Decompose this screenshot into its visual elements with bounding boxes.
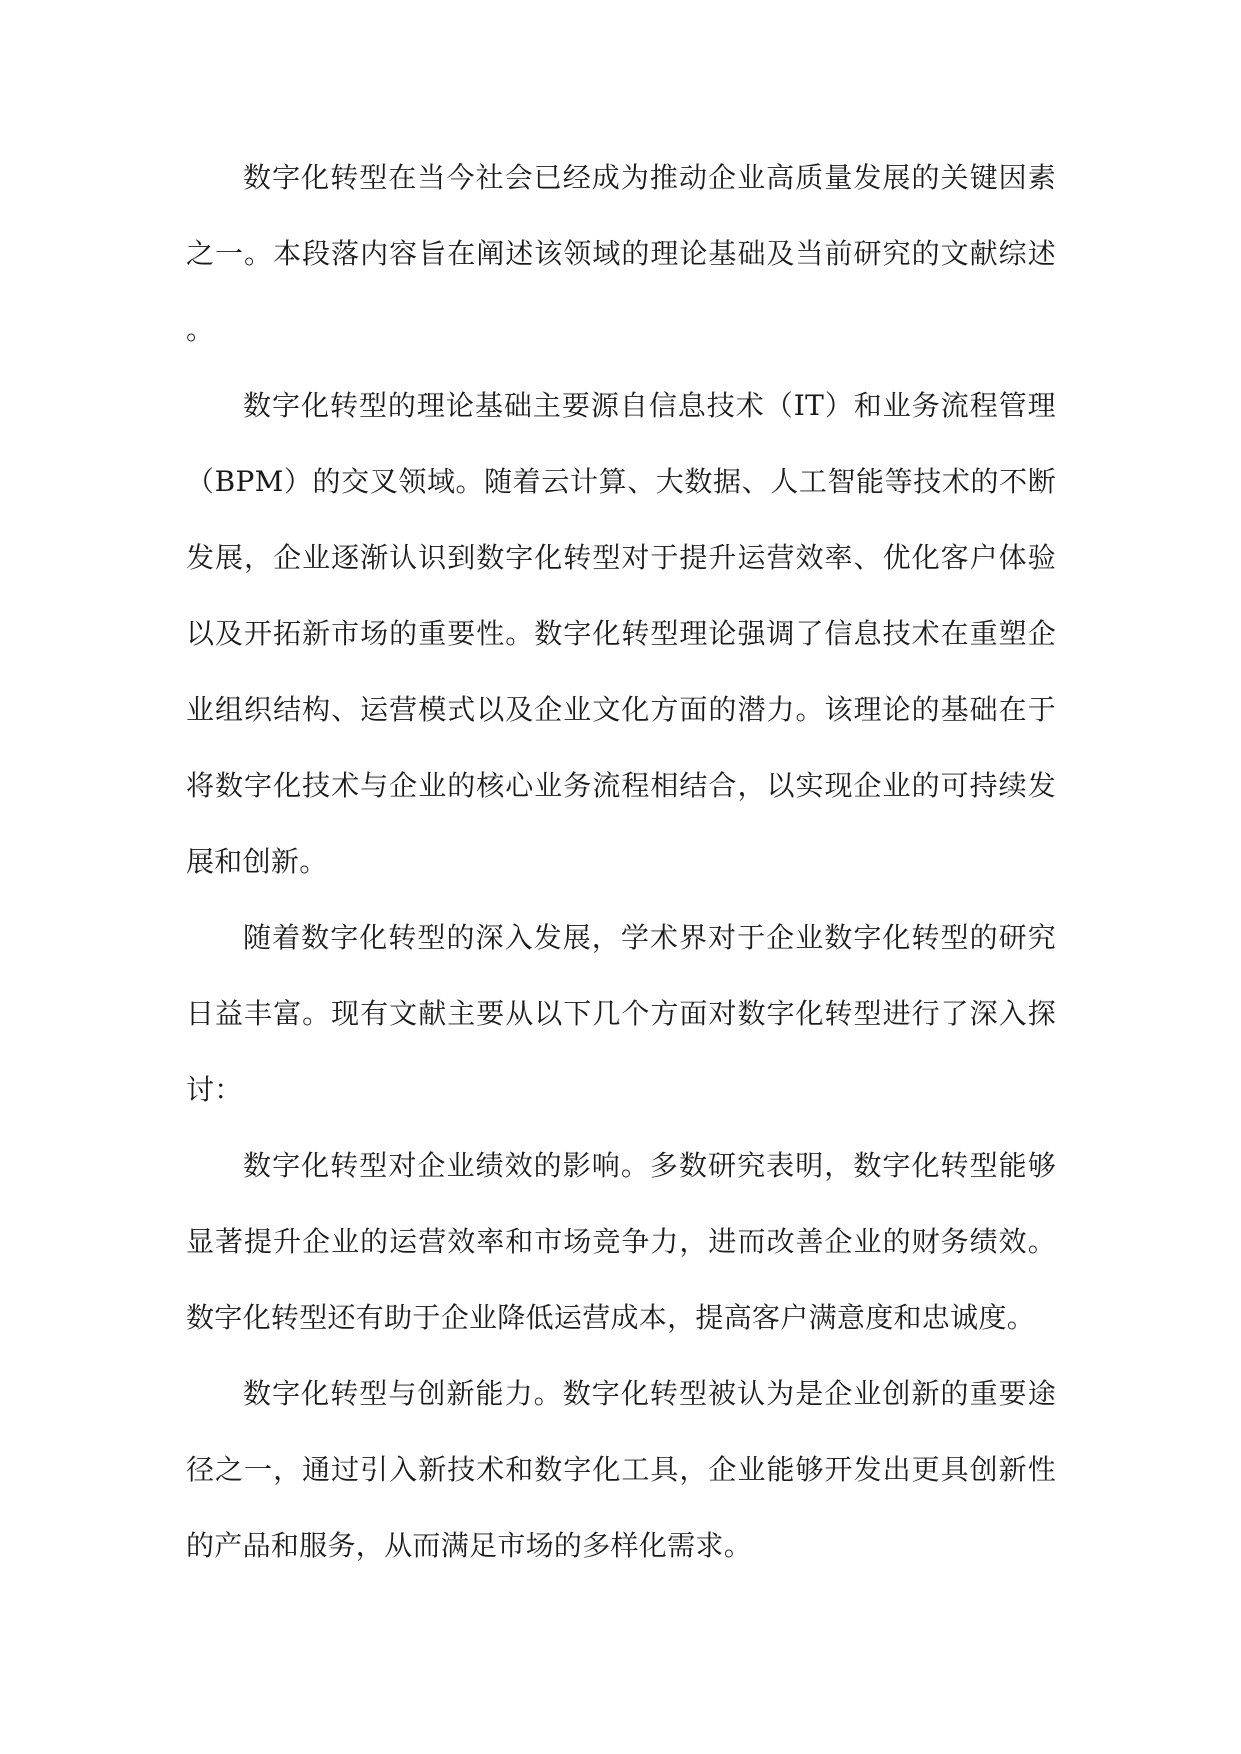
- paragraph-5: 数字化转型与创新能力。数字化转型被认为是企业创新的重要途径之一，通过引入新技术和数字化工具，企业能够开发出更具创新性的产品和服务，从而满足市场的多样化需求。: [186, 1377, 1056, 1562]
- paragraph-1: 数字化转型在当今社会已经成为推动企业高质量发展的关键因素之一。本段落内容旨在阐述该领域的理论基础及当前研究的文献综述。: [186, 161, 1056, 346]
- paragraph-4: 数字化转型对企业绩效的影响。多数研究表明，数字化转型能够显著提升企业的运营效率和市场竞争力，进而改善企业的财务绩效。数字化转型还有助于企业降低运营成本，提高客户满意度和忠诚度。: [186, 1149, 1056, 1334]
- document-body: [186, 140, 1056, 1584]
- paragraph-2: 数字化转型的理论基础主要源自信息技术（IT）和业务流程管理（BPM）的交叉领域。随着云计算、大数据、人工智能等技术的不断发展，企业逐渐认识到数字化转型对于提升运营效率、优化客户体验以及开拓新市场的重要性。数字化转型理论强调了信息技术在重塑企业组织结构、运营模式以及企业文化方面的潜力。该理论的基础在于将数字化技术与企业的核心业务流程相结合，以实现企业的可持续发展和创新。: [186, 389, 1056, 878]
- paragraph-3: 随着数字化转型的深入发展，学术界对于企业数字化转型的研究日益丰富。现有文献主要从以下几个方面对数字化转型进行了深入探讨：: [186, 921, 1056, 1106]
